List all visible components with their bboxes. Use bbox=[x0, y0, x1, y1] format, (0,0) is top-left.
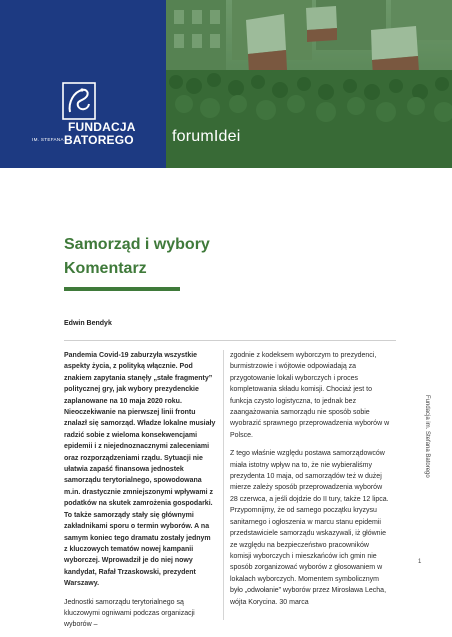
logo-text-im-stefana: IM. STEFANA bbox=[32, 137, 64, 142]
right-column bbox=[230, 350, 390, 615]
page-number: 1 bbox=[418, 559, 422, 565]
title-underline bbox=[64, 287, 180, 291]
logo-text-fundacja: FUNDACJA bbox=[68, 120, 136, 134]
divider bbox=[64, 340, 396, 341]
series-label: forumIdei bbox=[172, 128, 241, 145]
left-column bbox=[64, 350, 216, 637]
article-title bbox=[64, 233, 210, 281]
foundation-logo-icon bbox=[62, 82, 96, 120]
page-header bbox=[0, 0, 452, 168]
body-paragraph: Jednostki samorządu terytorialnego są kluczowymi ogniwami podczas organizacji wyborów – bbox=[64, 598, 195, 629]
logo-text-batorego: BATOREGO bbox=[64, 133, 134, 147]
article-title-line2: Komentarz bbox=[64, 260, 147, 277]
lead-paragraph: Pandemia Covid-19 zaburzyła wszystkie aspekty życia, z polityką włącznie. Pod znakiem zapytania stanęły „stałe fragmenty” politycznej gry, jak wybory prezydenckie zaplanowane na 10 maja 2020 roku. Nieoczekiwanie na pierwszej linii frontu znalazł się samorząd. Władze lokalne musiały radzić sobie z wieloma konsekwencjami epidemii i z niejednoznacznymi zaleceniami oraz rozporządzeniami rządu. Sytuacji nie ułatwia zapaść finansowa jednostek samorządu terytorialnego, spowodowana m.in. drastycznie zmniejszonymi wpływami z podatków na skutek zamrożenia gospodarki. To także samorządy stały się głównymi zakładnikami sporu o termin wyborów. A na samym koniec tego dramatu zostały jednym z kluczowych tematów nowej kampanii wyborczej. Wprowadził je do niej nowy kandydat, Rafał Trzaskowski, prezydent Warszawy. bbox=[64, 352, 216, 588]
body-paragraph: zgodnie z kodeksem wyborczym to prezydenci, burmistrzowie i wójtowie odpowiadają za przygotowanie lokali wyborczych i proces kompletowania składu komisji. Chociaż jest to funkcja czysto logistyczna, to jednak bez zaangażowania samorządu nie sposób sobie wyobrazić sprawnego przeprowadzenia wyborów w Polsce. bbox=[230, 352, 390, 439]
author-name: Edwin Bendyk bbox=[64, 320, 112, 327]
logo-panel bbox=[0, 0, 166, 168]
article-title-line1: Samorząd i wybory bbox=[64, 236, 210, 253]
column-divider bbox=[223, 350, 224, 620]
side-margin-text: Fundacja im. Stefana Batorego bbox=[424, 395, 430, 478]
body-paragraph: Z tego właśnie względu postawa samorządowców miała istotny wpływ na to, że nie wybieraliśmy prezydenta 10 maja, od samorządów też w dużej mierze zależy sposób przeprowadzenia wyborów 28 czerwca, a jeśli dojdzie do II tury, także 12 lipca. Przypomnijmy, że od samego początku kryzysu sanitarnego i ogłoszenia w marcu stanu epidemii przedstawiciele samorządu wskazywali, iż głównie ze względu na bezpieczeństwo pracowników komisji wyborczych i mieszkańców ich gmin nie sposób zorganizować wyborów z głosowaniem w lokalach wyborczych. Momentem symbolicznym było „odwołanie” wyborów przez Mirosława Lecha, wójta Korycina. 30 marca bbox=[230, 450, 389, 606]
